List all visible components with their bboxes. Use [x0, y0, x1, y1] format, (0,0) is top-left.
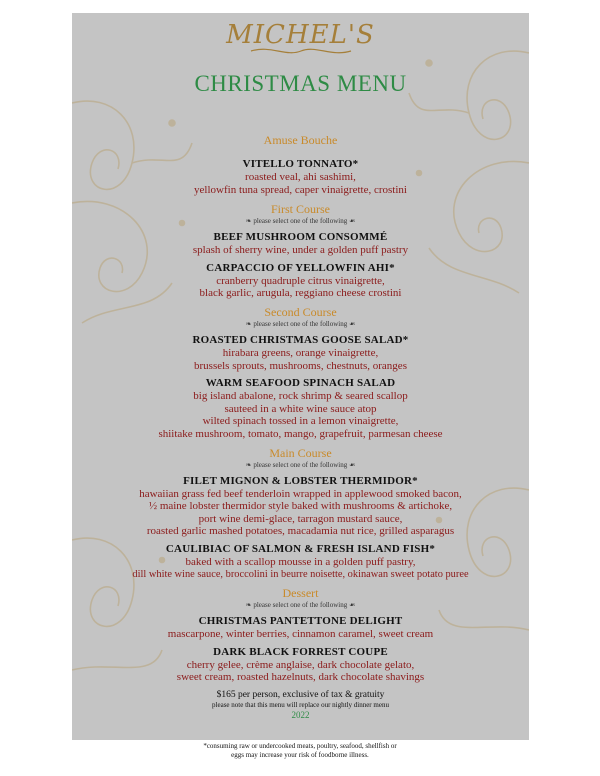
dish-name: DARK BLACK FORREST COUPE [213, 645, 388, 658]
dish-description: port wine demi-glace, tarragon mustard sauce, [198, 512, 403, 525]
dish-description: black garlic, arugula, reggiano cheese crostini [199, 287, 402, 300]
dish-description: cranberry quadruple citrus vinaigrette, [216, 274, 385, 287]
dish-description: splash of sherry wine, under a golden puff pastry [192, 244, 409, 257]
restaurant-logo: MICHEL'S [226, 20, 375, 50]
section-main-course: Main Course [269, 445, 332, 460]
dish-name: FILET MIGNON & LOBSTER THERMIDOR* [183, 474, 418, 487]
dish-name: CAULIBIAC OF SALMON & FRESH ISLAND FISH* [165, 542, 436, 555]
section-second-course: Second Course [264, 304, 337, 319]
dish-description: wilted spinach tossed in a lemon vinaigrette, [202, 415, 399, 428]
dish-description: big island abalone, rock shrimp & seared scallop [193, 390, 408, 403]
price-line: $165 per person, exclusive of tax & gratuity [216, 689, 385, 700]
dish-description: roasted veal, ahi sashimi, [245, 171, 356, 183]
dish-description: yellowfin tuna spread, caper vinaigrette, crostini [194, 183, 407, 196]
dish-name: BEEF MUSHROOM CONSOMMÉ [213, 231, 388, 244]
menu-title: CHRISTMAS MENU [194, 71, 407, 96]
dish-description: ½ maine lobster thermidor style baked with mushrooms & artichoke, [148, 500, 453, 513]
dish-description: hawaiian grass fed beef tenderloin wrapped in applewood smoked bacon, [139, 487, 462, 500]
select-note: ❧ please select one of the following ☙ [245, 217, 356, 226]
menu-sheet [72, 13, 529, 740]
menu-year: 2022 [291, 709, 310, 720]
dish-name: VITELLO TONNATO* [242, 158, 359, 170]
menu-replace-note: please note that this menu will replace our nightly dinner menu [212, 700, 389, 709]
section-first-course: First Course [270, 202, 330, 217]
dish-description: hirabara greens, orange vinaigrette, [222, 346, 379, 359]
select-note: ❧ please select one of the following ☙ [245, 319, 356, 328]
dish-name: ROASTED CHRISTMAS GOOSE SALAD* [192, 333, 409, 346]
section-amuse-bouche: Amuse Bouche [263, 133, 338, 147]
disclaimer-line: *consuming raw or undercooked meats, poultry, seafood, shellfish or [203, 742, 397, 750]
dish-description: brussels sprouts, mushrooms, chestnuts, oranges [194, 359, 407, 372]
dish-description: baked with a scallop mousse in a golden puff pastry, [185, 555, 416, 568]
dish-name: WARM SEAFOOD SPINACH SALAD [205, 377, 396, 390]
dish-name: CARPACCIO OF YELLOWFIN AHI* [206, 261, 395, 274]
dish-name: CHRISTMAS PANTETTONE DELIGHT [198, 615, 403, 628]
menu-content [72, 13, 529, 720]
select-note: ❧ please select one of the following ☙ [245, 460, 356, 469]
dish-description: dill white wine sauce, broccolini in beurre noisette, okinawan sweet potato puree [132, 568, 469, 580]
dish-description: cherry gelee, crème anglaise, dark chocolate gelato, [186, 658, 415, 671]
select-note: ❧ please select one of the following ☙ [245, 601, 356, 610]
disclaimer-line: eggs may increase your risk of foodborne illness. [231, 750, 369, 759]
dish-description: sweet cream, roasted hazelnuts, dark chocolate shavings [176, 671, 425, 684]
dish-description: shiitake mushroom, tomato, mango, grapefruit, parmesan cheese [158, 427, 443, 440]
dish-description: mascarpone, winter berries, cinnamon caramel, sweet cream [167, 628, 434, 641]
health-disclaimer [0, 742, 600, 759]
dish-description: roasted garlic mashed potatoes, macadamia nut rice, grilled asparagus [146, 525, 455, 538]
dish-description: sauteed in a white wine sauce atop [224, 402, 377, 415]
section-dessert: Dessert [282, 586, 319, 601]
